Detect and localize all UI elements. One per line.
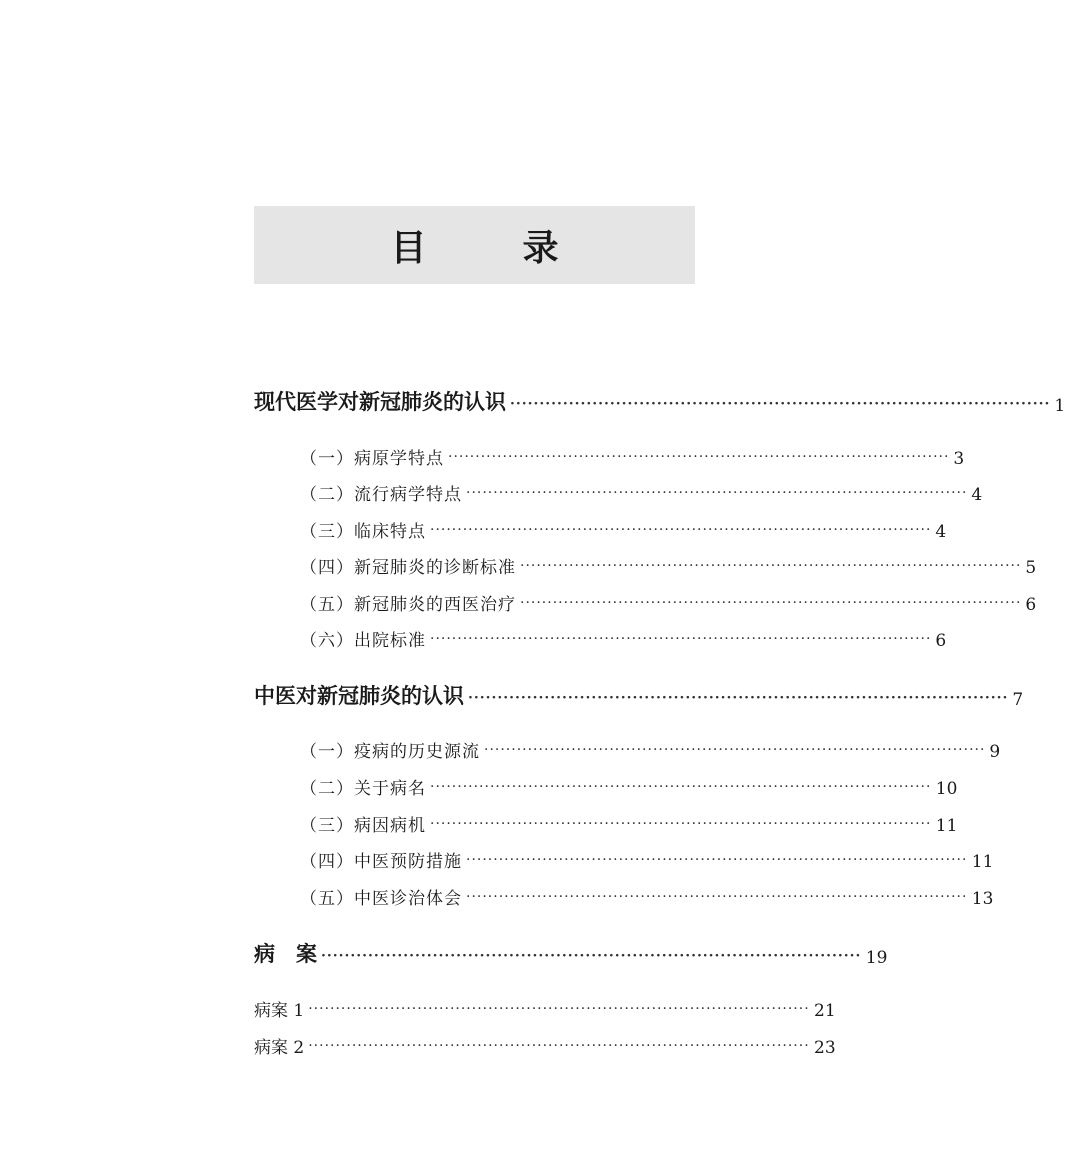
- dot-leader: ····························································································: [520, 558, 1022, 574]
- toc-entry-label: （四）新冠肺炎的诊断标准: [300, 558, 516, 578]
- toc-section[interactable]: [300, 589, 1037, 615]
- toc-entry-label: （一）病原学特点: [300, 449, 444, 469]
- toc-chapter-1[interactable]: [254, 386, 1065, 416]
- dot-leader: ····························································································: [520, 595, 1022, 611]
- dot-leader: ····························································································: [430, 816, 932, 832]
- toc-section[interactable]: [300, 625, 947, 651]
- toc-section[interactable]: [300, 443, 965, 469]
- toc-entry-label: （六）出院标准: [300, 631, 426, 651]
- toc-entry-page: 23: [814, 1038, 836, 1058]
- dot-leader: ····························································································: [484, 742, 986, 758]
- toc-section[interactable]: [300, 810, 958, 836]
- toc-section[interactable]: [300, 552, 1037, 578]
- toc-entry-page: 21: [814, 1001, 836, 1021]
- dot-leader: ····························································································: [510, 396, 1051, 412]
- toc-entry-label: （二）流行病学特点: [300, 485, 462, 505]
- toc-case[interactable]: [254, 1032, 836, 1058]
- toc-entry-label: 现代医学对新冠肺炎的认识: [254, 389, 506, 414]
- toc-entry-label: 病案 1: [254, 1001, 305, 1021]
- dot-leader: ····························································································: [466, 889, 968, 905]
- dot-leader: ····························································································: [466, 485, 968, 501]
- toc-section[interactable]: [300, 773, 958, 799]
- toc-entry-page: 4: [935, 522, 947, 542]
- toc-entry-page: 3: [953, 449, 965, 469]
- dot-leader: ····························································································: [448, 449, 950, 465]
- toc-entry-page: 4: [971, 485, 983, 505]
- toc-entry-page: 10: [935, 779, 958, 799]
- toc-section[interactable]: [300, 516, 947, 542]
- toc-entry-page: 19: [865, 948, 888, 968]
- toc-entry-label: 病 案: [254, 941, 317, 966]
- toc-entry-page: 6: [935, 631, 947, 651]
- dot-leader: ····························································································: [308, 1001, 810, 1017]
- toc-section[interactable]: [300, 846, 994, 872]
- toc-entry-page: 13: [971, 889, 994, 909]
- toc-entry-label: （五）新冠肺炎的西医治疗: [300, 595, 516, 615]
- dot-leader: ····························································································: [468, 690, 1009, 706]
- dot-leader: ····························································································: [430, 631, 932, 647]
- toc-entry-label: （四）中医预防措施: [300, 852, 462, 872]
- toc-title: 目 录: [390, 226, 589, 269]
- toc-entry-label: 病案 2: [254, 1038, 305, 1058]
- toc-entry-page: 5: [1025, 558, 1037, 578]
- toc-entry-page: 9: [989, 742, 1001, 762]
- toc-entry-page: 1: [1054, 396, 1065, 416]
- toc-entry-page: 7: [1012, 690, 1024, 710]
- toc-case[interactable]: [254, 995, 836, 1021]
- toc-chapter-3[interactable]: [254, 938, 888, 968]
- toc-entry-page: 11: [971, 852, 994, 872]
- toc-entry-page: 6: [1025, 595, 1037, 615]
- toc-chapter-2[interactable]: [254, 680, 1024, 710]
- toc-entry-label: 中医对新冠肺炎的认识: [254, 683, 464, 708]
- dot-leader: ····························································································: [308, 1038, 810, 1054]
- toc-entry-label: （一）疫病的历史源流: [300, 742, 480, 762]
- toc-entry-page: 11: [935, 816, 958, 836]
- dot-leader: ····························································································: [466, 852, 968, 868]
- toc-section[interactable]: [300, 736, 1001, 762]
- toc-section[interactable]: [300, 883, 994, 909]
- dot-leader: ····························································································: [321, 948, 862, 964]
- dot-leader: ····························································································: [430, 779, 932, 795]
- toc-section[interactable]: [300, 479, 983, 505]
- toc-entry-label: （二）关于病名: [300, 779, 426, 799]
- toc-entry-label: （五）中医诊治体会: [300, 889, 462, 909]
- toc-entry-label: （三）病因病机: [300, 816, 426, 836]
- toc-entry-label: （三）临床特点: [300, 522, 426, 542]
- dot-leader: ····························································································: [430, 522, 932, 538]
